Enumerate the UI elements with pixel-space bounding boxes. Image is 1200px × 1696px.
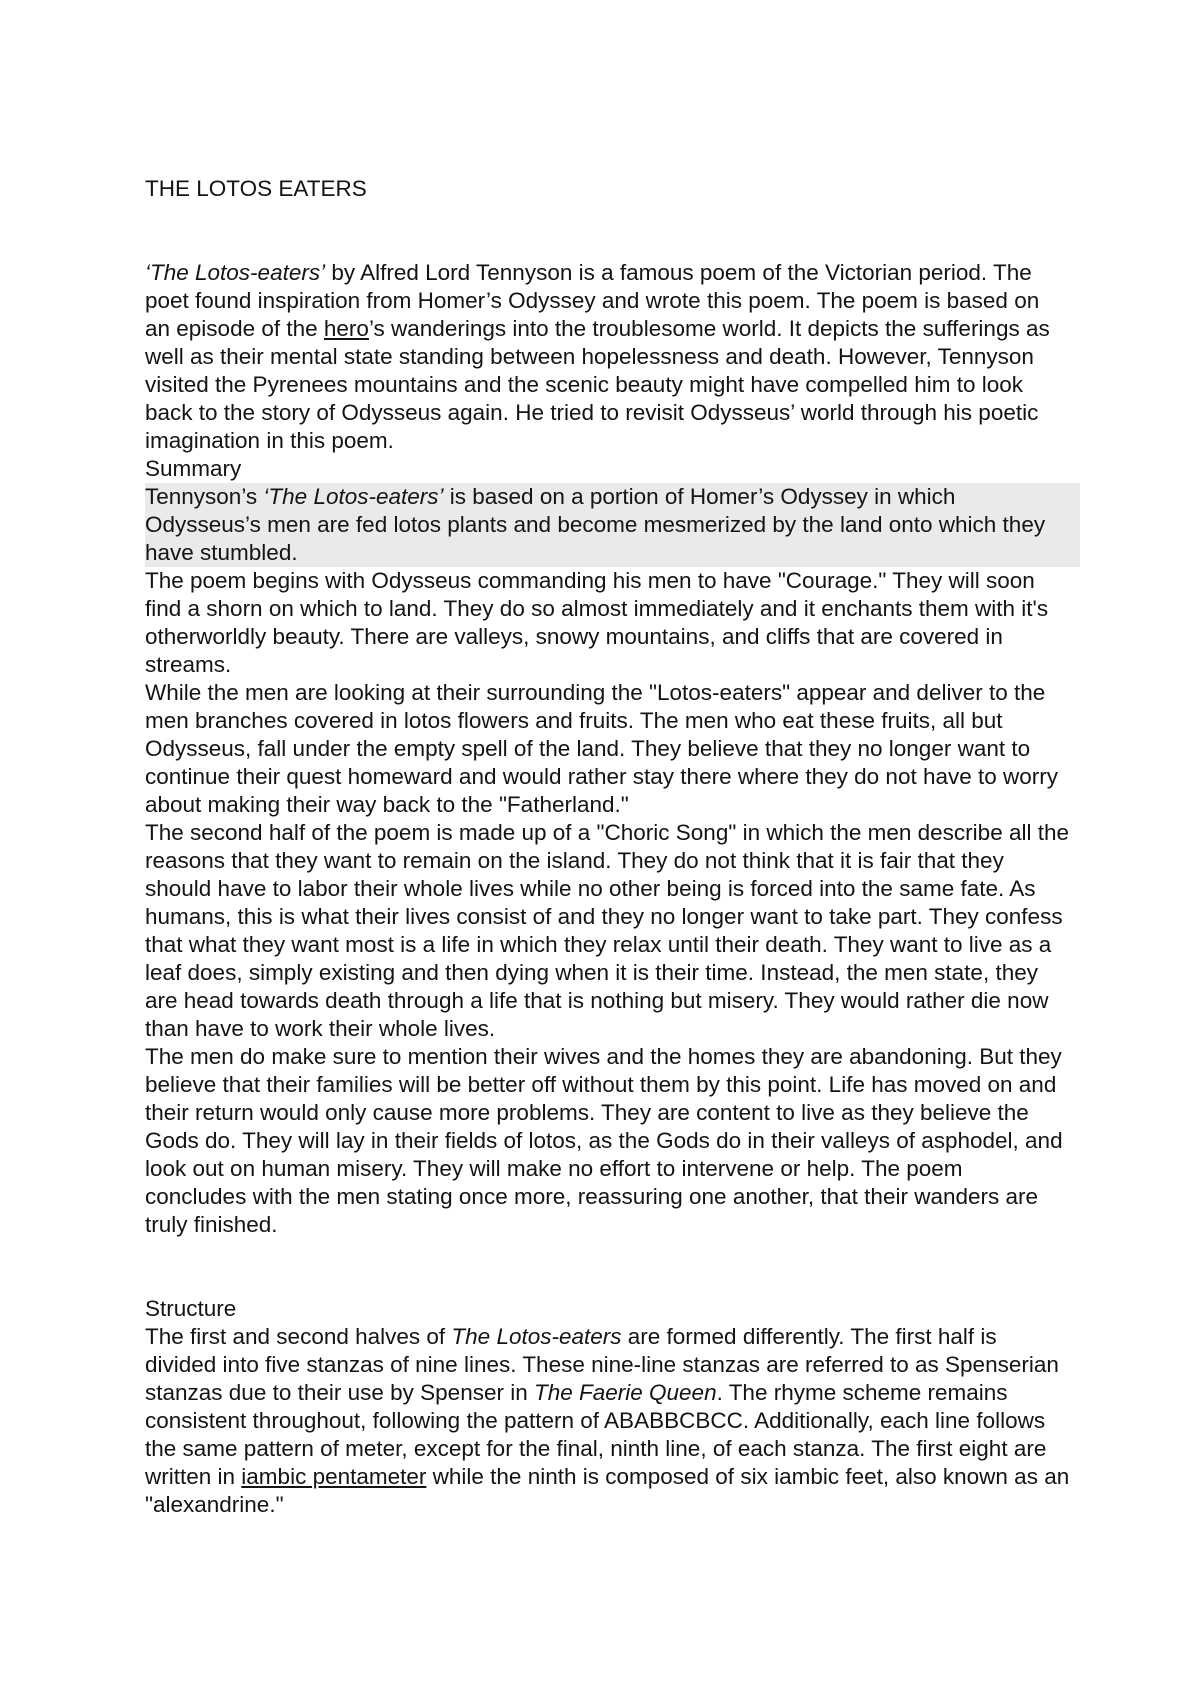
document-title: THE LOTOS EATERS — [145, 176, 367, 201]
structure-text-3: . The rhyme scheme remains consistent throughout, following the pattern of ABABBCBCC. Additionally, each line follows the same pattern of meter, except for the final, ninth line, of each stanza. The first eight are written in — [145, 1380, 1047, 1489]
intro-poem-title: ‘The Lotos-eaters’ — [145, 260, 326, 285]
document-body — [145, 175, 1070, 1519]
structure-text-4: while the ninth is composed of six iambic feet, also known as an "alexandrine." — [145, 1464, 1070, 1517]
summary-paragraph: While the men are looking at their surrounding the "Lotos-eaters" appear and deliver to the men branches covered in lotos flowers and fruits. The men who eat these fruits, all but Odysseus, fall under the empty spell of the land. They believe that they no longer want to continue their quest homeward and would rather stay there where they do not have to worry about making their way back to the "Fatherland." — [145, 680, 1059, 817]
summary-highlight-italic: ‘The Lotos-eaters’ — [263, 484, 444, 509]
intro-text-before-link: by Alfred Lord Tennyson is a famous poem of the Victorian period. The poet found inspiration from Homer’s Odyssey and wrote this poem. The poem is based on an episode of the — [145, 260, 1040, 341]
section-spacer — [145, 1239, 1070, 1295]
summary-paragraph: The second half of the poem is made up of a "Choric Song" in which the men describe all the reasons that they want to remain on the island. They do not think that it is fair that they should have to labor their whole lives while no other being is forced into the same fate. As humans, this is what their lives consist of and they no longer want to take part. They confess that what they want most is a life in which they relax until their death. They want to live as a leaf does, simply existing and then dying when it is their time. Instead, the men state, they are head towards death through a life that is nothing but misery. They would rather die now than have to work their whole lives. — [145, 820, 1069, 1041]
iambic-pentameter-link[interactable]: iambic pentameter — [241, 1464, 427, 1489]
hero-link[interactable]: hero — [323, 316, 369, 341]
summary-highlight-before: Tennyson’s — [145, 484, 264, 509]
structure-italic-poem-title: The Lotos-eaters — [451, 1324, 622, 1349]
intro-paragraph — [145, 259, 1070, 455]
intro-text-after-link: ’s wanderings into the troublesome world. It depicts the sufferings as well as their mental state standing between hopelessness and death. However, Tennyson visited the Pyrenees mountains and the scenic beauty might have compelled him to look back to the story of Odysseus again. He tried to revisit Odysseus’ world through his poetic imagination in this poem. — [145, 316, 1050, 453]
structure-italic-faerie-queen: The Faerie Queen — [533, 1380, 717, 1405]
summary-highlight-after: is based on a portion of Homer’s Odyssey in which Odysseus’s men are fed lotos plants and become mesmerized by the land onto which they have stumbled. — [145, 484, 1046, 565]
structure-text-2: are formed differently. The first half is divided into five stanzas of nine lines. These nine-line stanzas are referred to as Spenserian stanzas due to their use by Spenser in — [145, 1324, 1059, 1405]
summary-heading: Summary — [145, 456, 242, 481]
structure-text-1: The first and second halves of — [145, 1324, 452, 1349]
summary-paragraph: The men do make sure to mention their wives and the homes they are abandoning. But they believe that their families will be better off without them by this point. Life has moved on and their return would only cause more problems. They are content to live as they believe the Gods do. They will lay in their fields of lotos, as the Gods do in their valleys of asphodel, and look out on human misery. They will make no effort to intervene or help. The poem concludes with the men stating once more, reassuring one another, that their wanders are truly finished. — [145, 1044, 1063, 1237]
structure-paragraph — [145, 1323, 1070, 1519]
structure-heading: Structure — [145, 1296, 237, 1321]
summary-highlight-paragraph — [145, 483, 1080, 567]
summary-paragraph: The poem begins with Odysseus commanding his men to have "Courage." They will soon find a shorn on which to land. They do so almost immediately and it enchants them with it's otherworldly beauty. There are valleys, snowy mountains, and cliffs that are covered in streams. — [145, 568, 1049, 677]
